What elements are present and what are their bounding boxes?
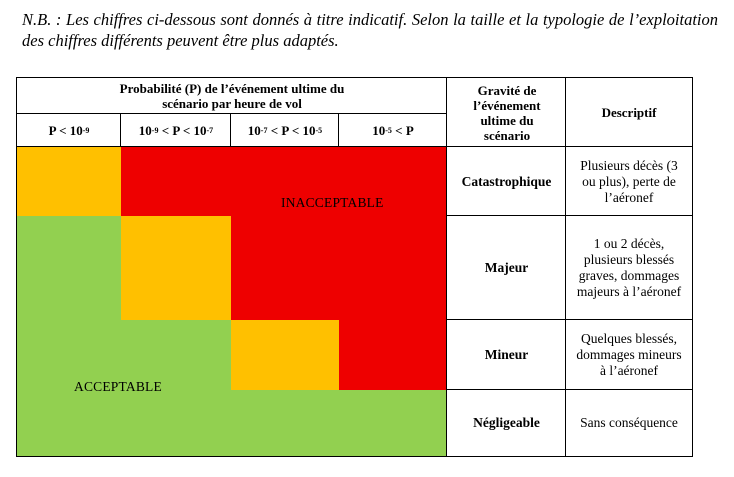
- cell-r2-c1: [17, 216, 121, 320]
- description-header: Descriptif: [601, 105, 657, 120]
- cell-r4-c4: [339, 390, 447, 456]
- severity-catastrophique: Catastrophique: [461, 173, 552, 189]
- grid-line: [338, 113, 339, 147]
- note-text: N.B. : Les chiffres ci-dessous sont donnés à titre indicatif. Selon la taille et la typologie de l’exploitation des chiffres différents peuvent être plus adaptés.: [22, 10, 718, 50]
- cell-r3-c3: [231, 320, 339, 390]
- zone-label-inacceptable: INACCEPTABLE: [281, 195, 384, 210]
- cell-r4-c2: [121, 390, 231, 456]
- description-negligeable: Sans conséquence: [580, 415, 678, 430]
- grid-line: [692, 77, 693, 457]
- grid-line: [16, 77, 693, 78]
- cell-r1-c1: [17, 147, 121, 216]
- grid-line: [120, 113, 121, 147]
- description-catastrophique: Plusieurs décès (3 ou plus), perte de l’aéronef: [580, 157, 678, 205]
- grid-line: [447, 319, 693, 320]
- grid-line: [230, 113, 231, 147]
- grid-line: [16, 113, 447, 114]
- grid-line: [447, 389, 693, 390]
- cell-r3-c4: [339, 320, 447, 390]
- severity-header: Gravité de l’événement ultime du scénario: [473, 82, 541, 143]
- cell-r2-c4: [339, 216, 447, 320]
- zone-label-acceptable: ACCEPTABLE: [74, 379, 162, 394]
- description-majeur: 1 ou 2 décès, plusieurs blessés graves, dommages majeurs à l’aéronef: [576, 236, 682, 299]
- cell-r2-c2: [121, 216, 231, 320]
- severity-majeur: Majeur: [484, 260, 529, 275]
- cell-r4-c1: [17, 390, 121, 456]
- grid-line: [565, 77, 566, 457]
- probability-header: Probabilité (P) de l’événement ultime du scénario par heure de vol: [119, 81, 345, 111]
- cell-r4-c3: [231, 390, 339, 456]
- grid-line: [16, 146, 693, 147]
- grid-line: [446, 77, 447, 457]
- severity-negligeable: Négligeable: [473, 415, 540, 430]
- range-header-3: 10 -7 < P < 10 -5: [247, 123, 323, 138]
- grid-line: [16, 77, 17, 457]
- range-header-2: 10 -9 < P < 10 -7: [138, 123, 214, 138]
- grid-line: [447, 215, 693, 216]
- range-header-1: P < 10 -9: [48, 123, 90, 138]
- cell-r2-c3: [231, 216, 339, 320]
- range-header-4: 10 -5 < P: [372, 123, 414, 138]
- description-mineur: Quelques blessés, dommages mineurs à l’aéronef: [576, 331, 682, 378]
- severity-mineur: Mineur: [484, 347, 529, 362]
- grid-line: [16, 456, 693, 457]
- cell-r1-c2: [121, 147, 231, 216]
